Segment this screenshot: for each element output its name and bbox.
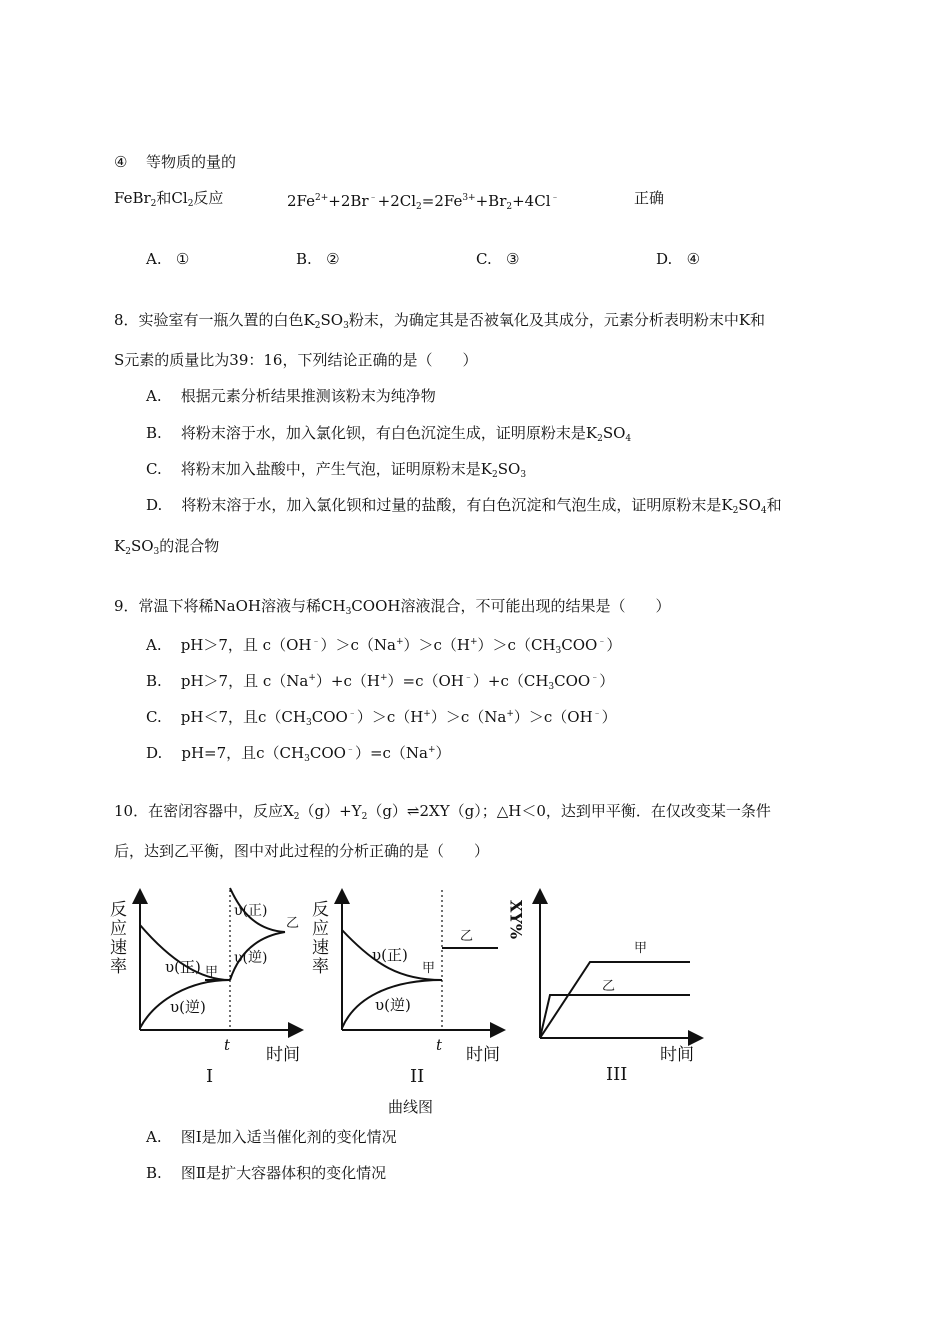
- graph3-eq-jia-label: 甲: [634, 941, 648, 956]
- graph2-eq-label: 甲: [422, 961, 436, 976]
- graph2-numeral: II: [410, 1066, 425, 1087]
- q9-option-d[interactable]: D. pH=7，且$c(CH_3COO^﹣)=c(Na^+)$: [146, 744, 451, 764]
- graph1-reverse-label: υ(逆): [170, 998, 206, 1016]
- graph1-numeral: I: [206, 1066, 214, 1087]
- q10-option-b[interactable]: B. 图Ⅱ是扩大容器体积的变化情况: [146, 1164, 387, 1182]
- figure-caption: 曲线图: [388, 1098, 434, 1116]
- graph1-t-label: t: [224, 1036, 231, 1054]
- graph3-x-label: 时间: [660, 1045, 694, 1065]
- q7-option-a[interactable]: A. ①: [146, 250, 190, 268]
- graph3-curve-yi: [540, 995, 690, 1038]
- graph3-y-label: XY%: [506, 900, 526, 940]
- graph2-y-label: 反应速率: [308, 900, 328, 976]
- q7-equation: $2Fe^{2+}+2Br^﹣+2Cl_2=2Fe^{3+}+Br_2+4Cl^﹣$: [287, 192, 560, 212]
- graph2-x-label: 时间: [466, 1045, 500, 1065]
- q7-evaluation: 正确: [634, 189, 665, 207]
- q8-option-d[interactable]: D. 将粉末溶于水，加入氯化钡和过量的盐酸，有白色沉淀和气泡生成，证明原粉末是$K_2SO_4$和: [146, 496, 782, 516]
- graph1-reverse2-label: υ(逆): [234, 950, 268, 966]
- q8-option-a[interactable]: A. 根据元素分析结果推测该粉末为纯净物: [146, 387, 436, 405]
- q8-option-c[interactable]: C. 将粉末加入盐酸中，产生气泡，证明原粉末是$K_2SO_3$: [146, 460, 527, 480]
- graph2-forward-label: υ(正): [372, 946, 408, 964]
- q7-option-d[interactable]: D. ④: [656, 250, 701, 268]
- q9-option-b[interactable]: B. pH＞7，且 $c(Na^+)+c(H^+)=c(OH^﹣)+c(CH_3COO^﹣)$: [146, 672, 615, 692]
- graph3-numeral: III: [606, 1064, 628, 1085]
- q9-option-a[interactable]: A. pH＞7，且 $c(OH^﹣)>c(Na^+)>c(H^+)>c(CH_3COO^﹣)$: [146, 636, 622, 656]
- q9-stem: 9．常温下将稀NaOH溶液与稀$CH_3COOH$溶液混合，不可能出现的结果是（ ）: [114, 597, 671, 617]
- q10-option-a[interactable]: A. 图Ⅰ是加入适当催化剂的变化情况: [146, 1128, 397, 1146]
- q10-stem-line2: 后，达到乙平衡，图中对此过程的分析正确的是（ ）: [114, 842, 490, 860]
- graph1-forward2-label: υ(正): [234, 903, 268, 919]
- q8-stem-line2: S元素的质量比为39：16，下列结论正确的是（ ）: [114, 351, 478, 369]
- graph1-eq2-label: 乙: [286, 916, 300, 931]
- q8-option-b[interactable]: B. 将粉末溶于水，加入氯化钡，有白色沉淀生成，证明原粉末是$K_2SO_4$: [146, 424, 632, 444]
- graph3-eq-yi-label: 乙: [602, 979, 616, 994]
- graph2-reverse-label: υ(逆): [375, 996, 411, 1014]
- q7-row-number: ④: [114, 153, 128, 171]
- q8-stem-line1: 8．实验室有一瓶久置的白色$K_2SO_3$粉末，为确定其是否被氧化及其成分，元素分析表明粉末中K和: [114, 311, 766, 331]
- q7-option-c[interactable]: C. ③: [476, 250, 520, 268]
- graph1-x-label: 时间: [266, 1045, 300, 1065]
- q8-option-d-cont: $K_2SO_3$的混合物: [114, 537, 220, 557]
- graph1-forward-label: υ(正): [165, 958, 201, 976]
- graph2-eq2-label: 乙: [460, 929, 474, 944]
- graph3-curve-jia: [540, 962, 690, 1038]
- graph1-y-label: 反应速率: [106, 900, 126, 976]
- graph1-eq-label: 甲: [205, 965, 219, 980]
- q7-option-b[interactable]: B. ②: [296, 250, 340, 268]
- q7-reactants: FeBr$_2$和$Cl_2$反应: [114, 189, 224, 209]
- q10-stem-line1: 10．在密闭容器中，反应$X_2(g)+Y_2(g)\rightleftharpoons 2XY(g)$；△H＜0，达到甲平衡．在仅改变某一条件: [114, 802, 771, 822]
- graph2-t-label: t: [436, 1036, 443, 1054]
- rate-curve-figure: [106, 880, 710, 1120]
- q7-row-title: 等物质的量的: [146, 153, 237, 171]
- q9-option-c[interactable]: C. pH＜7，且$c(CH_3COO^﹣)>c(H^+)>c(Na^+)>c(OH^﹣)$: [146, 708, 617, 728]
